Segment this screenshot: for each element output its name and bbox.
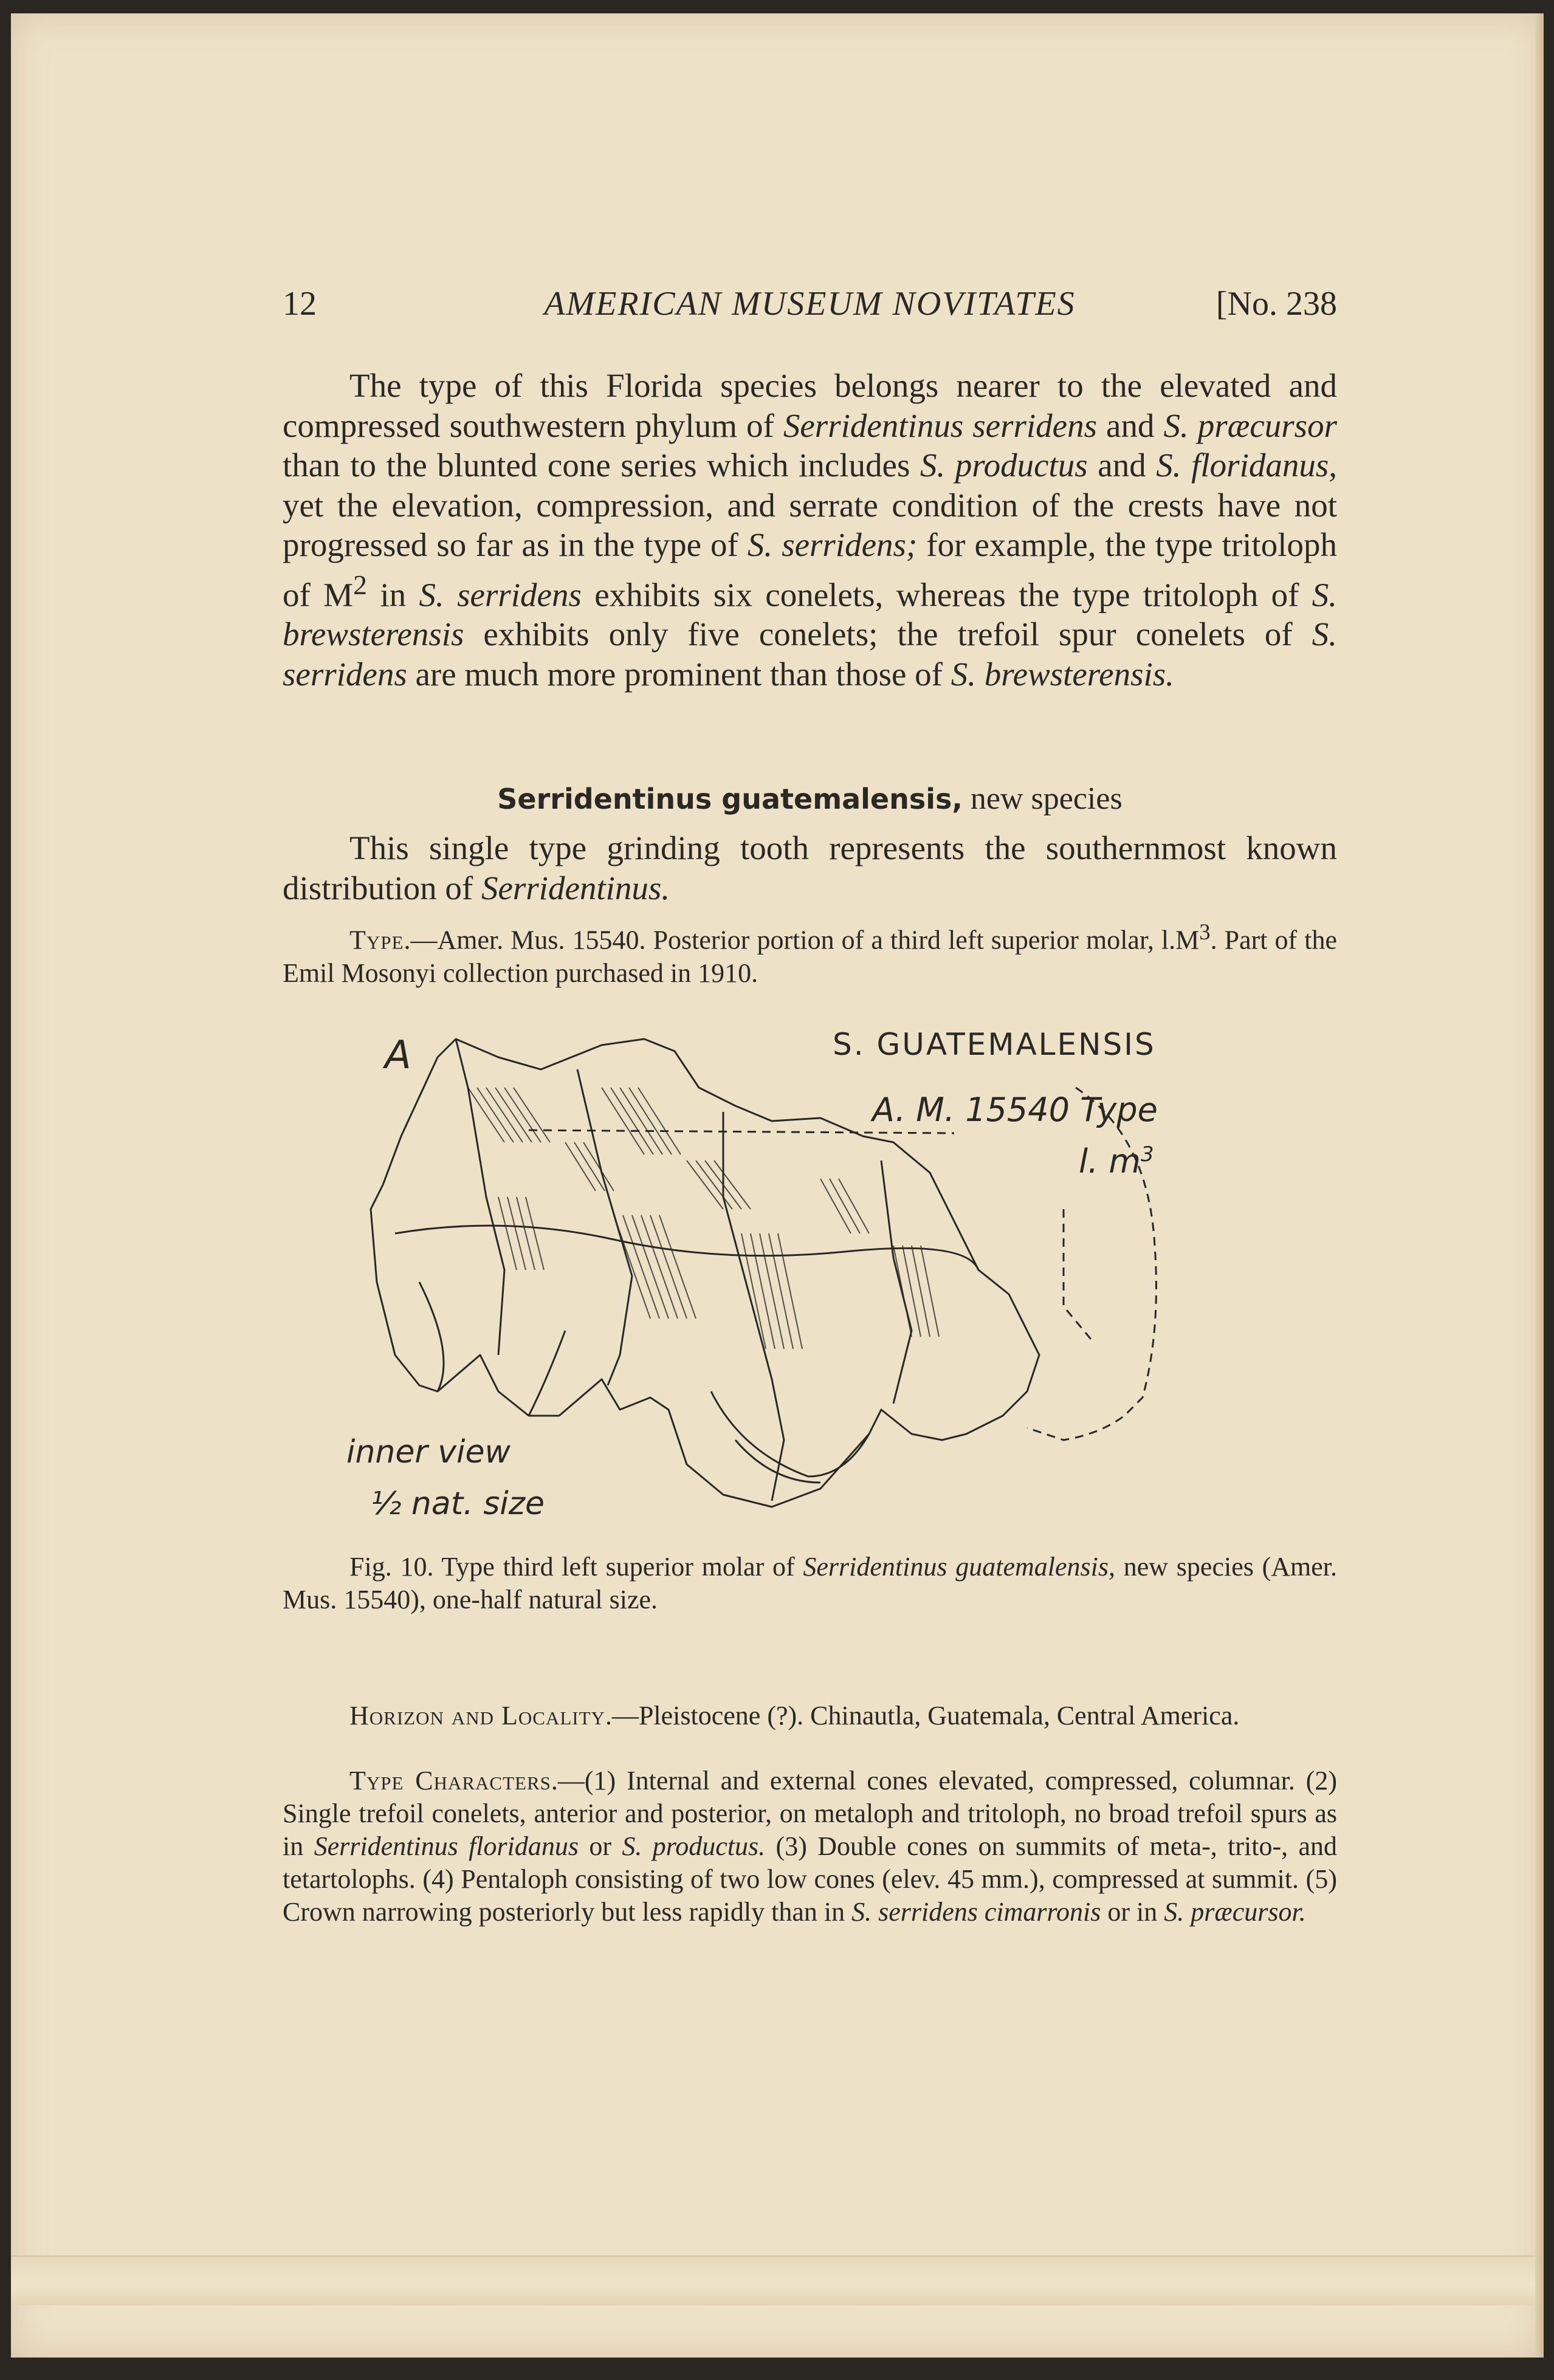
- species-name: Serridentinus guatemalensis,: [497, 783, 963, 815]
- figure-letter: A: [385, 1033, 411, 1078]
- page-fold: [11, 2255, 1544, 2305]
- issue-number: [No. 238: [1215, 285, 1337, 323]
- page-edge: [1535, 13, 1544, 2358]
- distribution-paragraph: This single type grinding tooth represents the southernmost known distribution of Serridentinus.: [283, 829, 1337, 907]
- horizon-paragraph: Horizon and Locality.—Pleistocene (?). Chinautla, Guatemala, Central America.: [349, 1701, 1240, 1730]
- specimen-label: A. M. 15540 Type: [872, 1091, 1158, 1129]
- page-number: 12: [283, 285, 317, 323]
- figure-caption: Fig. 10. Type third left superior molar of Serridentinus guatemalensis, new species (Amer. Mus. 15540), one-half natural size.: [283, 1552, 1338, 1614]
- view-label: inner view: [346, 1434, 511, 1470]
- intro-paragraph: The type of this Florida species belongs nearer to the elevated and compressed southwestern phylum of Serridentinus serridens and S. præcursor than to the blunted cone series which includes S. productus and S. floridanus, yet the elevation, compression, and serrate condition of the crests have not progressed so far as in the type of S. serridens; for example, the type tritoloph of $M^2$ in S. serridens exhibits six conelets, whereas the type tritoloph of S. brewsterensis exhibits only five conelets; the trefoil spur conelets of S. serridens are much more prominent than those of S. brewsterensis.: [283, 367, 1337, 693]
- species-label: S. GUATEMALENSIS: [833, 1027, 1156, 1062]
- journal-title: AMERICAN MUSEUM NOVITATES: [544, 285, 1076, 323]
- species-heading: Serridentinus guatemalensis, new species: [497, 781, 1123, 816]
- type-paragraph: Type.—Amer. Mus. 15540. Posterior portion of a third left superior molar, $l.M^3$. Part of the Emil Mosonyi collection purchased in 1910.: [283, 919, 1337, 988]
- running-header: [283, 284, 1337, 327]
- size-label: ½ nat. size: [371, 1486, 545, 1522]
- tooth-figure: [346, 1015, 1240, 1549]
- type-characters-paragraph: Type Characters.—(1) Internal and external cones elevated, compressed, columnar. (2) Single trefoil conelets, anterior and posterior, on metaloph and tritoloph, no broad trefoil spurs as in Serridentinus floridanus or S. productus. (3) Double cones on summits of meta-, trito-, and tetartolophs. (4) Pentaloph consisting of two low cones (elev. 45 mm.), compressed at summit. (5) Crown narrowing posteriorly but less rapidly than in S. serridens cimarronis or in S. præcursor.: [283, 1766, 1338, 1927]
- tooth-label: l. $m^3$: [1079, 1142, 1154, 1181]
